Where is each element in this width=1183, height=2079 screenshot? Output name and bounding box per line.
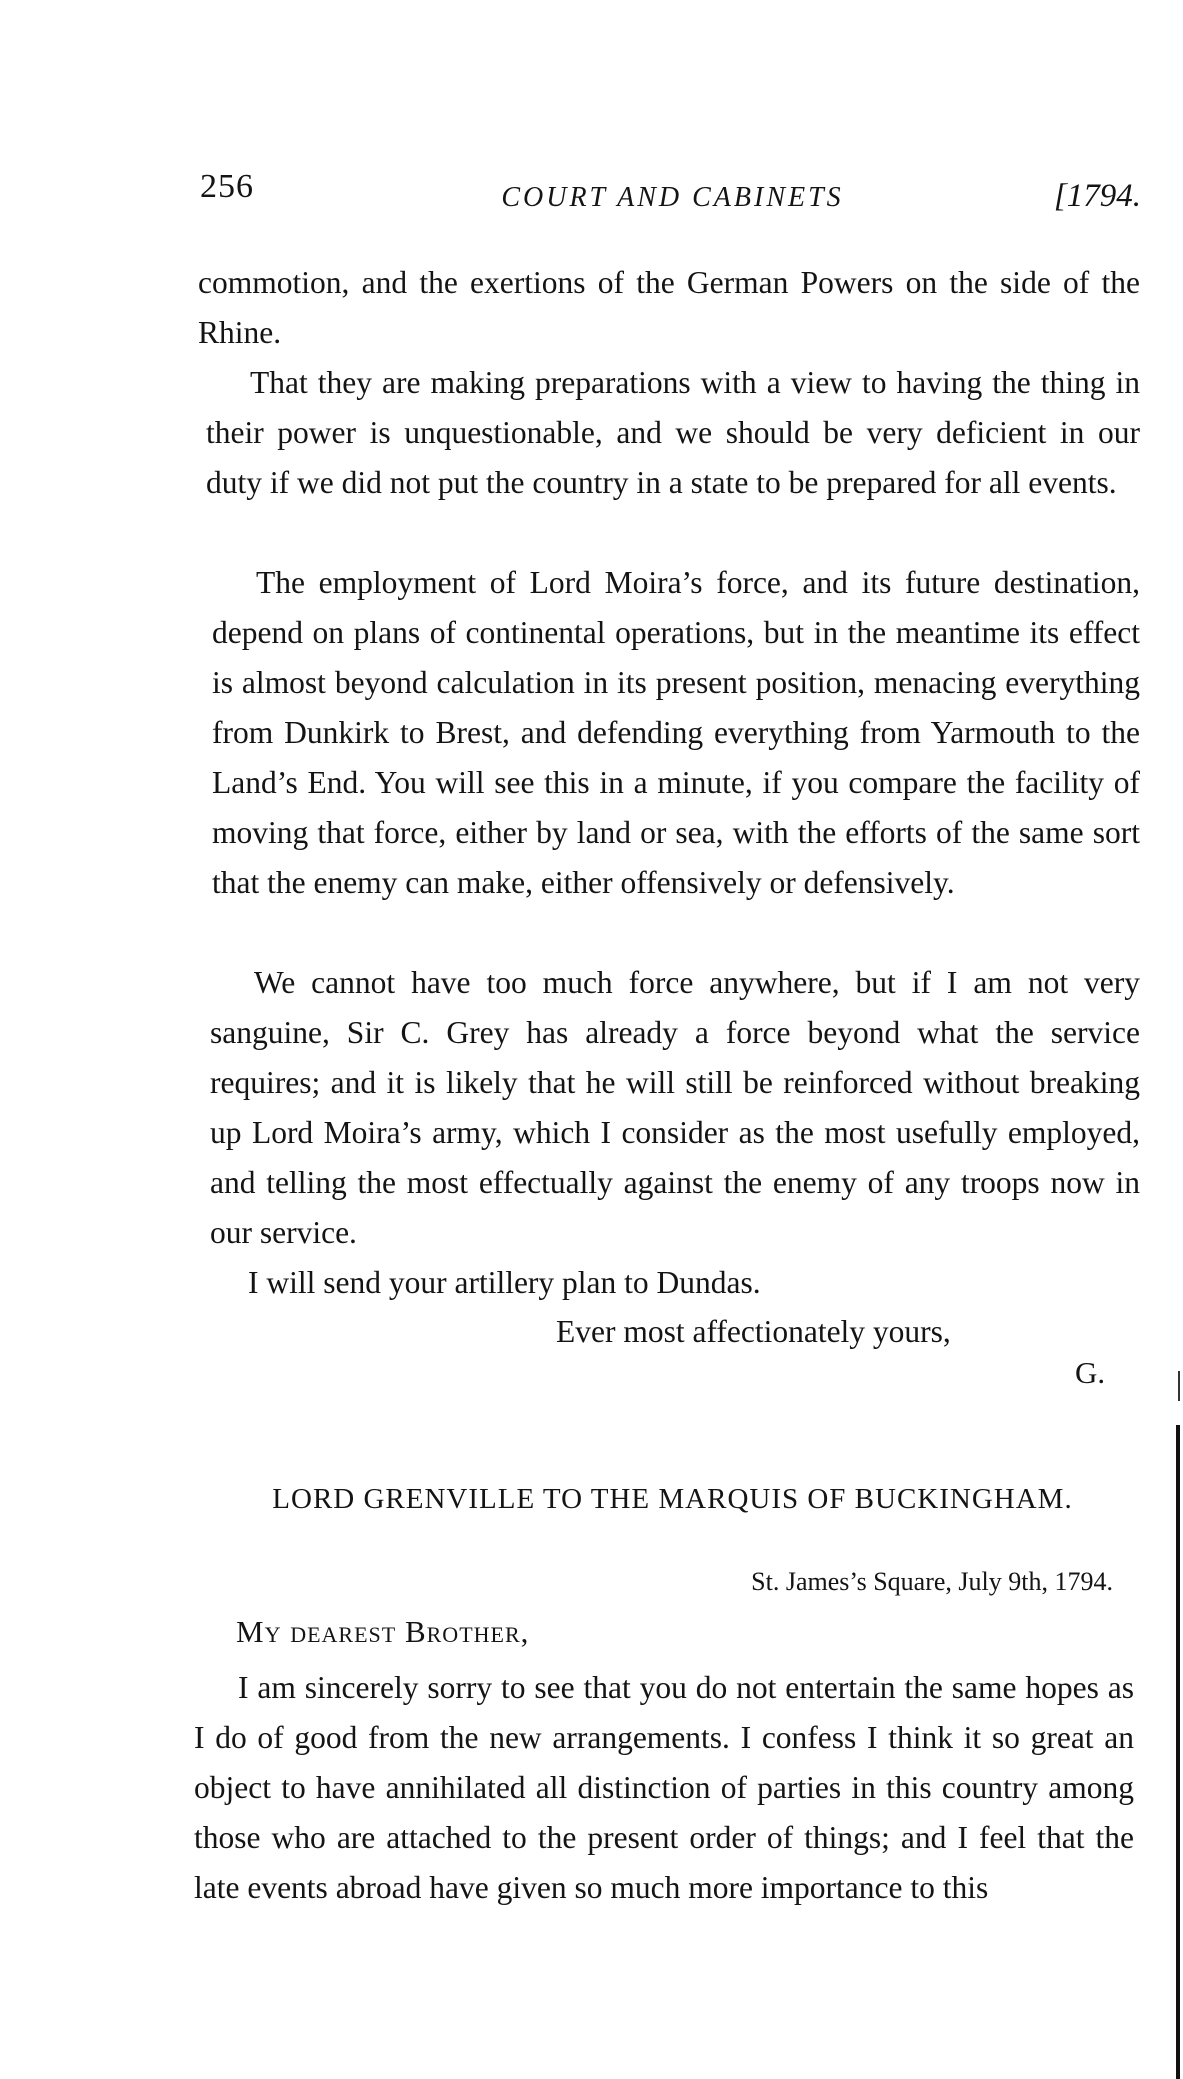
letter-salutation: My dearest Brother,	[236, 1614, 530, 1649]
letter-closing: Ever most affectionately yours,	[556, 1314, 951, 1349]
signature: G.	[1075, 1355, 1106, 1390]
paragraph-too-much-force: We cannot have too much force anywhere, but if I am not very sanguine, Sir C. Grey has already a force beyond what the service requires; and it is likely that he will still be reinforced without breaking up Lord Moira’s army, which I consider as the most usefully employed, and telling the most effectually against the enemy of any troops now in our service.	[210, 965, 1140, 1250]
paragraph-lord-moira-force: The employment of Lord Moira’s force, and its future destination, depend on plans of continental operations, but in the meantime its effect is almost beyond calculation in its present position, menacing everything from Dunkirk to Brest, and defending everything from Yarmouth to the Land’s End. You will see this in a minute, if you compare the facility of moving that force, either by land or sea, with the efforts of the same sort that the enemy can make, either offensively or defensively.	[212, 565, 1140, 900]
scan-edge-mark	[1178, 1371, 1180, 1401]
paragraph-new-arrangements: I am sincerely sorry to see that you do not entertain the same hopes as I do of good from the new arrangements. I confess I think it so great an object to have annihilated all distinction of parties in this country among those who are attached to the present order of things; and I feel that the late events abroad have given so much more importance to this	[194, 1670, 1134, 1905]
page-number: 256	[200, 168, 254, 205]
paragraph-continuation: commotion, and the exertions of the German Powers on the side of the Rhine.	[198, 265, 1140, 350]
running-title: COURT AND CABINETS	[501, 182, 844, 213]
paragraph-artillery-plan: I will send your artillery plan to Dundas.	[248, 1265, 761, 1300]
letter-heading: LORD GRENVILLE TO THE MARQUIS OF BUCKINGHAM.	[272, 1483, 1073, 1515]
scan-edge-shadow	[1176, 1425, 1180, 2079]
letter-dateline: St. James’s Square, July 9th, 1794.	[751, 1567, 1113, 1596]
running-year: [1794.	[1053, 178, 1141, 214]
paragraph-preparations: That they are making preparations with a view to having the thing in their power is unquestionable, and we should be very deficient in our duty if we did not put the country in a state to be prepared for all events.	[206, 365, 1140, 500]
page-header	[200, 168, 1145, 218]
